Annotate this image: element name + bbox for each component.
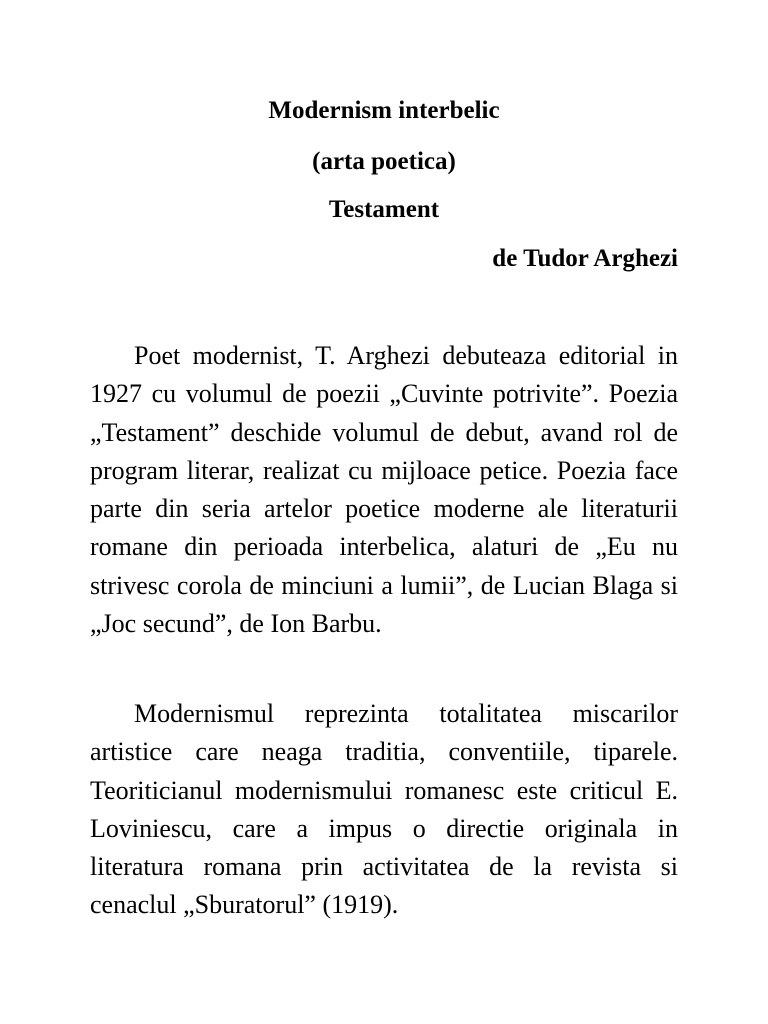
work-title: Testament — [328, 196, 440, 223]
document-subtitle: (arta poetica) — [312, 148, 456, 175]
paragraph-intro: Poet modernist, T. Arghezi debuteaza editorial in 1927 cu volumul de poezii „Cuvinte potrivite”. Poezia „Testament” deschide volumul de debut, avand rol de program literar, realizat cu mijloace petice. Poezia face parte din seria artelor poetice moderne ale literaturii romane din perioada interbelica, alaturi de „Eu nu strivesc corola de minciuni a lumii”, de Lucian Blaga si „Joc secund”, de Ion Barbu. — [90, 341, 678, 639]
document-title: Modernism interbelic — [268, 97, 500, 124]
paragraph-modernism: Modernismul reprezinta totalitatea miscarilor artistice care neaga traditia, conventiile, tiparele. Teoriticianul modernismului romanesc este criticul E. Loviniescu, care a impus o directie originala in literatura romana prin activitatea de la revista si cenaclul „Sburatorul” (1919). — [90, 699, 678, 920]
author-line: de Tudor Arghezi — [492, 245, 678, 272]
